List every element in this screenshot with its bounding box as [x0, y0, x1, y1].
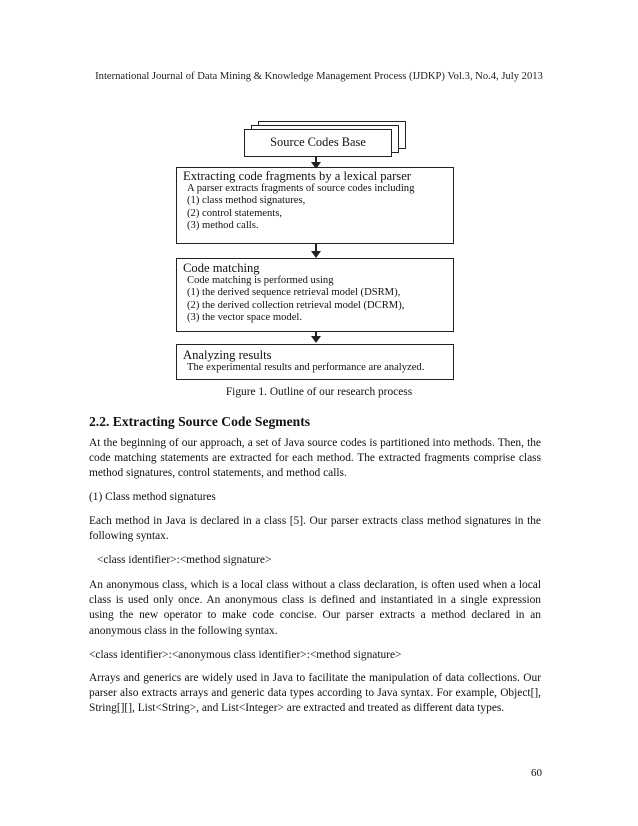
step-matching-line: (2) the derived collection retrieval model (DCRM),	[187, 299, 405, 311]
step-matching-line: Code matching is performed using	[187, 275, 334, 286]
step-matching-title: Code matching	[183, 261, 260, 275]
syntax-line: <class identifier>:<anonymous class identifier>:<method signature>	[89, 649, 402, 661]
source-codes-base-label: Source Codes Base	[270, 135, 366, 149]
step-analyze-line: The experimental results and performance are analyzed.	[187, 362, 425, 373]
paragraph: At the beginning of our approach, a set of Java source codes is partitioned into methods. Then, the code matching statements are extracted for each method. The extracted fragments comprise class method signatures, control statements, and method calls.	[89, 437, 541, 480]
section-heading: 2.2. Extracting Source Code Segments	[89, 414, 311, 429]
page-number: 60	[531, 767, 542, 779]
figure-caption: Figure 1. Outline of our research process	[225, 386, 413, 398]
paragraph: (1) Class method signatures	[89, 491, 216, 503]
step-extract-line: A parser extracts fragments of source codes including	[187, 183, 415, 194]
paragraph: An anonymous class, which is a local class without a class declaration, is often used when a local class is used only once. An anonymous class is defined and instantiated in a single expression using the new operator to make code concise. Our parser extracts a method declared in an anonymous class in the following syntax.	[89, 579, 541, 637]
paragraph: Arrays and generics are widely used in Java to facilitate the manipulation of data collections. Our parser also extracts arrays and generic data types according to Java syntax. For example, Object[], String[][], List<String>, and List<Integer> are extracted and treated as different data types.	[89, 672, 541, 715]
step-matching-box	[176, 258, 454, 332]
step-extract-line: (2) control statements,	[187, 207, 283, 219]
research-outline-figure	[0, 0, 638, 400]
running-head: International Journal of Data Mining & Knowledge Management Process (IJDKP) Vol.3, No.4, July 2013	[95, 71, 543, 82]
source-codes-base-box	[244, 129, 392, 157]
step-extract-title: Extracting code fragments by a lexical parser	[183, 169, 411, 183]
step-matching-line: (3) the vector space model.	[187, 312, 303, 324]
paragraph: Each method in Java is declared in a class [5]. Our parser extracts class method signatures in the following syntax.	[89, 515, 541, 543]
syntax-line: <class identifier>:<method signature>	[97, 554, 272, 566]
step-extract-line: (1) class method signatures,	[187, 195, 306, 207]
step-analyze-box	[176, 344, 454, 380]
step-extract-line: (3) method calls.	[187, 220, 259, 232]
step-extract-box	[176, 167, 454, 244]
step-matching-line: (1) the derived sequence retrieval model (DSRM),	[187, 287, 401, 299]
step-analyze-title: Analyzing results	[183, 348, 272, 362]
